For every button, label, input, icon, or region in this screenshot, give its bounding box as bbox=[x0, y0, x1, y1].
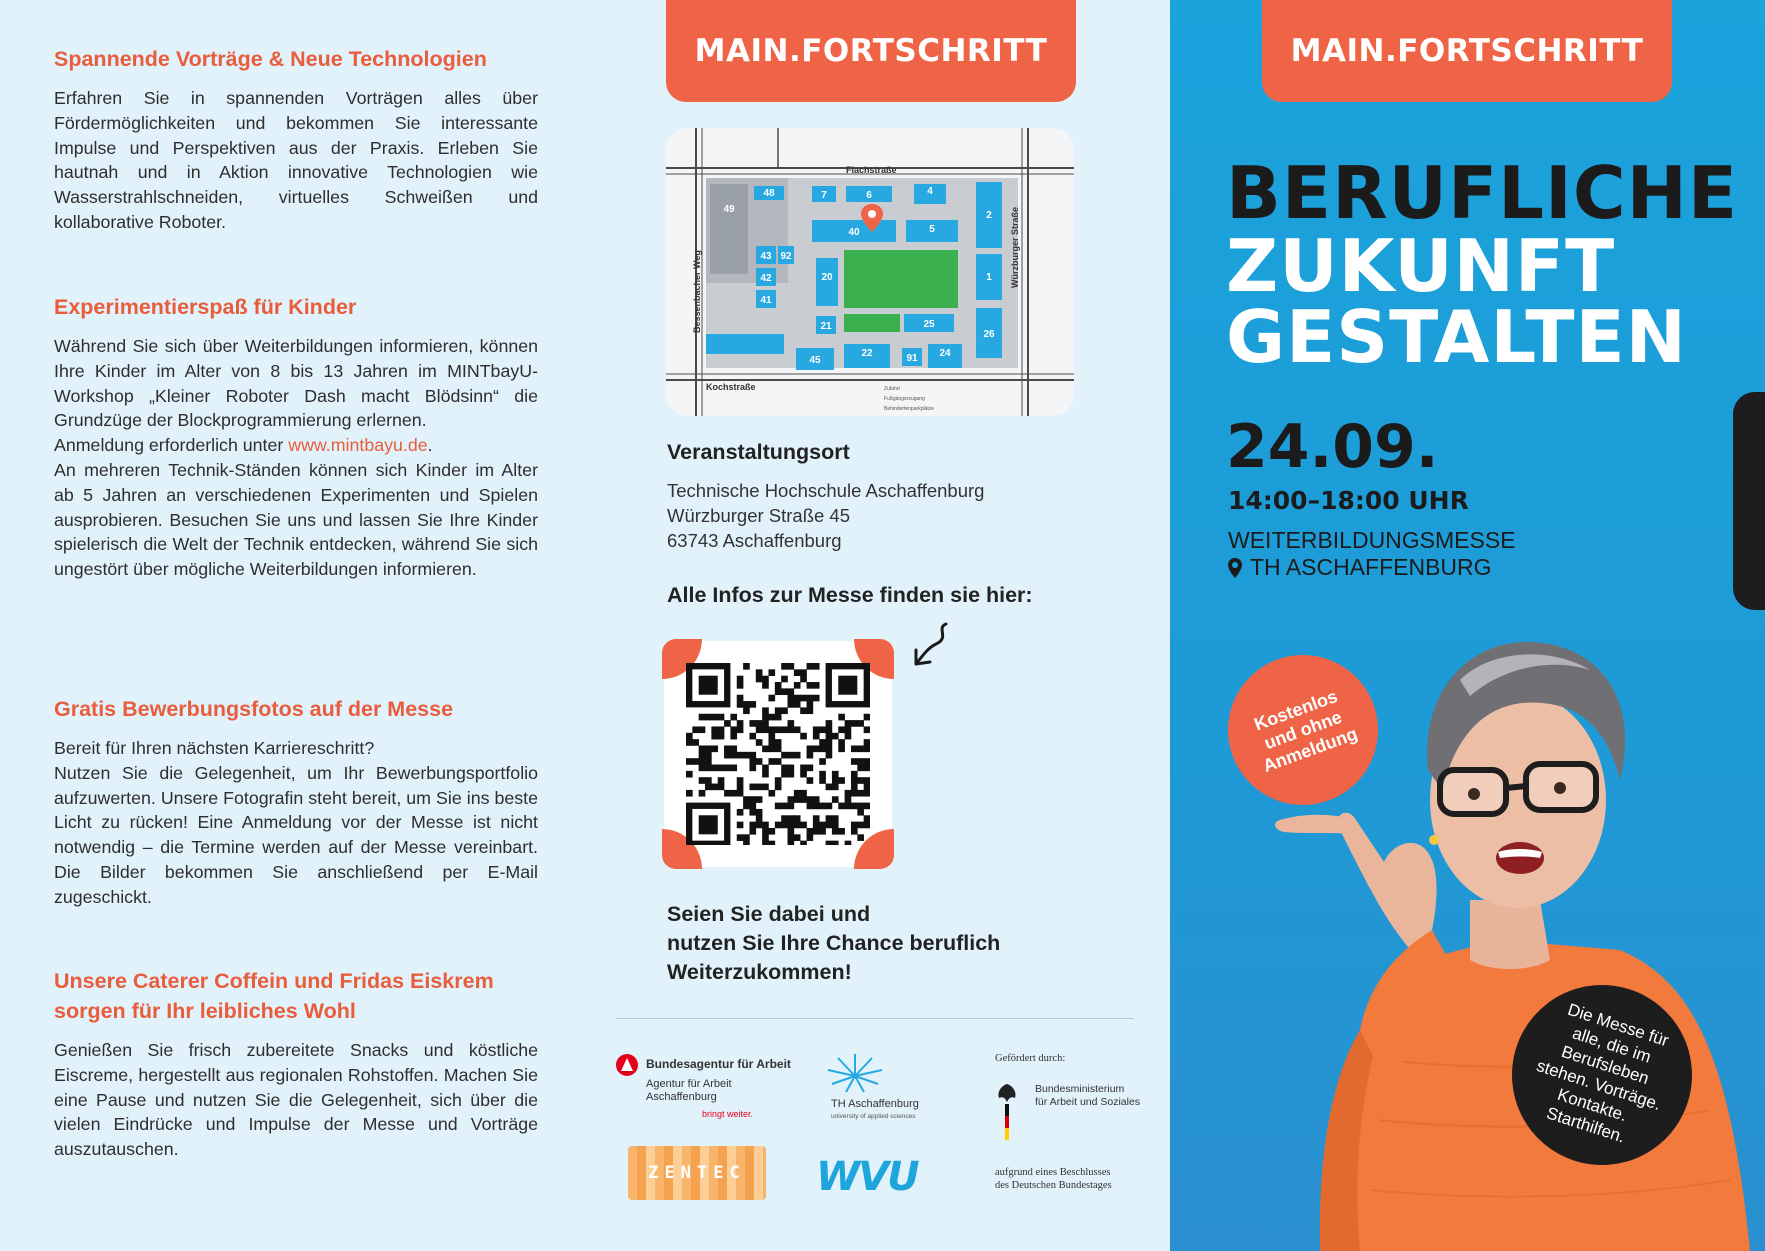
section-heading: Spannende Vorträge & Neue Technologien bbox=[54, 47, 487, 71]
svg-text:91: 91 bbox=[906, 353, 918, 364]
hero-title: GESTALTEN bbox=[1226, 295, 1687, 379]
venue-line: Würzburger Straße 45 bbox=[667, 505, 851, 526]
svg-text:Zufahrt: Zufahrt bbox=[884, 386, 900, 392]
svg-text:92: 92 bbox=[780, 251, 792, 262]
svg-text:22: 22 bbox=[861, 348, 873, 359]
wvu-logo: WVU bbox=[816, 1154, 918, 1200]
tagline-badge: Die Messe für alle, die im Berufsleben stehen. Vorträge. Kontakte. Starthilfen. bbox=[1489, 962, 1716, 1189]
section-body: Erfahren Sie in spannenden Vorträgen alles über Fördermöglichkeiten und bekommen Sie interessante Impulse und Perspektiven aus der Praxis. Erleben Sie hautnah und in Aktion innovative Technologien wie Wasserstrahlschneiden, virtuelles Schweißen und kollaborative Roboter. bbox=[54, 88, 538, 232]
registration-text: Anmeldung erforderlich unter www.mintbayu.de. bbox=[54, 435, 433, 456]
svg-text:Würzburger Straße: Würzburger Straße bbox=[1010, 206, 1020, 288]
campus-map bbox=[666, 128, 1074, 416]
svg-text:Fußgängerzugang: Fußgängerzugang bbox=[884, 396, 925, 402]
divider bbox=[616, 1018, 1134, 1019]
left-panel bbox=[0, 0, 590, 1251]
right-panel bbox=[1170, 0, 1765, 1251]
mintbayu-link[interactable]: www.mintbayu.de bbox=[288, 435, 428, 456]
svg-text:Kochstraße: Kochstraße bbox=[706, 382, 756, 392]
section-heading: Gratis Bewerbungsfotos auf der Messe bbox=[54, 697, 454, 721]
svg-text:42: 42 bbox=[760, 273, 772, 284]
ba-logo-icon bbox=[616, 1054, 638, 1076]
svg-text:21: 21 bbox=[820, 321, 832, 332]
svg-text:48: 48 bbox=[763, 188, 775, 199]
ministry-name: für Arbeit und Soziales bbox=[1035, 1096, 1141, 1108]
svg-text:1: 1 bbox=[986, 272, 992, 283]
section-body: Genießen Sie frisch zubereitete Snacks und köstliche Eiscreme, hergestellt aus regionalen Rohstoffen. Machen Sie eine Pause und nutzen Sie die Gelegenheit, sich über die vielen Eindrücke und Impulse der Messe und Vorträge auszutauschen. bbox=[54, 1040, 538, 1160]
free-badge: Kostenlos und ohne Anmeldung bbox=[1207, 634, 1399, 826]
infos-heading: Alle Infos zur Messe finden sie hier: bbox=[667, 583, 1033, 607]
zentec-logo: ZENTEC bbox=[628, 1146, 766, 1200]
svg-text:4: 4 bbox=[927, 186, 933, 197]
svg-text:5: 5 bbox=[929, 224, 935, 235]
svg-text:2: 2 bbox=[986, 210, 992, 221]
ba-title: Bundesagentur für Arbeit bbox=[646, 1057, 791, 1071]
section-lectures bbox=[54, 44, 538, 235]
svg-text:20: 20 bbox=[821, 272, 833, 283]
middle-panel bbox=[590, 0, 1170, 1251]
svg-text:26: 26 bbox=[983, 329, 995, 340]
svg-text:45: 45 bbox=[809, 355, 821, 366]
svg-text:43: 43 bbox=[760, 251, 772, 262]
qr-pattern bbox=[686, 663, 870, 845]
svg-text:49: 49 bbox=[723, 204, 735, 215]
svg-text:7: 7 bbox=[821, 190, 827, 201]
venue-heading: Veranstaltungsort bbox=[667, 440, 850, 464]
venue-line: 63743 Aschaffenburg bbox=[667, 530, 842, 551]
section-photos bbox=[54, 694, 538, 910]
svg-text:24: 24 bbox=[939, 348, 951, 359]
bundestag-note: aufgrund eines Beschlusses bbox=[995, 1167, 1111, 1178]
section-heading: Experimentierspaß für Kinder bbox=[54, 295, 357, 319]
event-location: TH ASCHAFFENBURG bbox=[1228, 554, 1492, 581]
funded-by: Gefördert durch: bbox=[995, 1053, 1066, 1064]
svg-text:41: 41 bbox=[760, 295, 772, 306]
brand-tab: MAIN.FORTSCHRITT bbox=[666, 0, 1076, 102]
venue-line: Technische Hochschule Aschaffenburg bbox=[667, 480, 985, 501]
qr-code[interactable] bbox=[664, 641, 892, 867]
section-body: Nutzen Sie die Gelegenheit, um Ihr Bewerbungsportfolio aufzuwerten. Unsere Fotografin steht bereit, um Sie ins beste Licht zu rücken! Eine Anmeldung vor der Messe ist nicht notwendig – die Termine werden auf der Messe vereinbart. Die Bilder bekommen Sie anschließend per E-Mail zugeschickt. bbox=[54, 762, 538, 907]
svg-text:6: 6 bbox=[866, 190, 872, 201]
section-kids bbox=[54, 292, 538, 582]
section-body: Während Sie sich über Weiterbildungen informieren, können Ihre Kinder im Alter von 8 bis 13 Jahren im MINTbayU-Workshop „Kleiner Roboter Dash macht Blödsinn“ die Grundzüge der Blockprogrammierung erlernen. bbox=[54, 336, 538, 431]
section-catering bbox=[54, 966, 538, 1162]
hero-title: BERUFLICHE bbox=[1226, 151, 1739, 235]
event-time: 14:00–18:00 UHR bbox=[1228, 486, 1469, 515]
svg-text:40: 40 bbox=[848, 227, 860, 238]
location-pin-icon bbox=[1228, 558, 1242, 578]
svg-text:Behindertenparkplätze: Behindertenparkplätze bbox=[884, 406, 935, 412]
hero-title: ZUKUNFT bbox=[1226, 224, 1616, 308]
ba-sub: Agentur für Arbeit bbox=[646, 1078, 732, 1090]
federal-eagle-icon bbox=[995, 1082, 1019, 1142]
ministry-name: Bundesministerium bbox=[1035, 1083, 1125, 1095]
svg-text:Flachstraße: Flachstraße bbox=[846, 165, 897, 175]
brand-tab: MAIN.FORTSCHRITT bbox=[1262, 0, 1672, 102]
fold-tab bbox=[1733, 392, 1765, 610]
svg-text:Bessenbacher Weg: Bessenbacher Weg bbox=[692, 250, 702, 333]
event-name: WEITERBILDUNGSMESSE bbox=[1228, 527, 1516, 553]
th-logo-icon bbox=[820, 1050, 890, 1098]
section-body: Bereit für Ihren nächsten Karriereschritt? bbox=[54, 738, 375, 758]
th-sub: university of applied sciences bbox=[831, 1113, 916, 1120]
section-heading: Unsere Caterer Coffein und Fridas Eiskrem sorgen für Ihr leibliches Wohl bbox=[54, 969, 494, 1023]
ba-slogan: bringt weiter. bbox=[702, 1109, 754, 1119]
event-date: 24.09. bbox=[1226, 412, 1439, 482]
call-to-action: Seien Sie dabei und nutzen Sie Ihre Chance beruflich Weiterzukommen! bbox=[667, 902, 1001, 984]
arrow-icon bbox=[906, 618, 952, 670]
section-body: An mehreren Technik-Ständen können sich Kinder im Alter ab 5 Jahren an verschiedenen Experimenten und Spielen ausprobieren. Besuchen Sie uns und lassen Sie Ihre Kinder spielerisch die Welt der Technik entdecken, während Sie sich ungestört über mögliche Weiterbildungen informieren. bbox=[54, 459, 538, 580]
svg-text:25: 25 bbox=[923, 319, 935, 330]
ba-sub: Aschaffenburg bbox=[646, 1091, 717, 1103]
bundestag-note: des Deutschen Bundestages bbox=[995, 1180, 1112, 1191]
th-name: TH Aschaffenburg bbox=[831, 1098, 919, 1110]
